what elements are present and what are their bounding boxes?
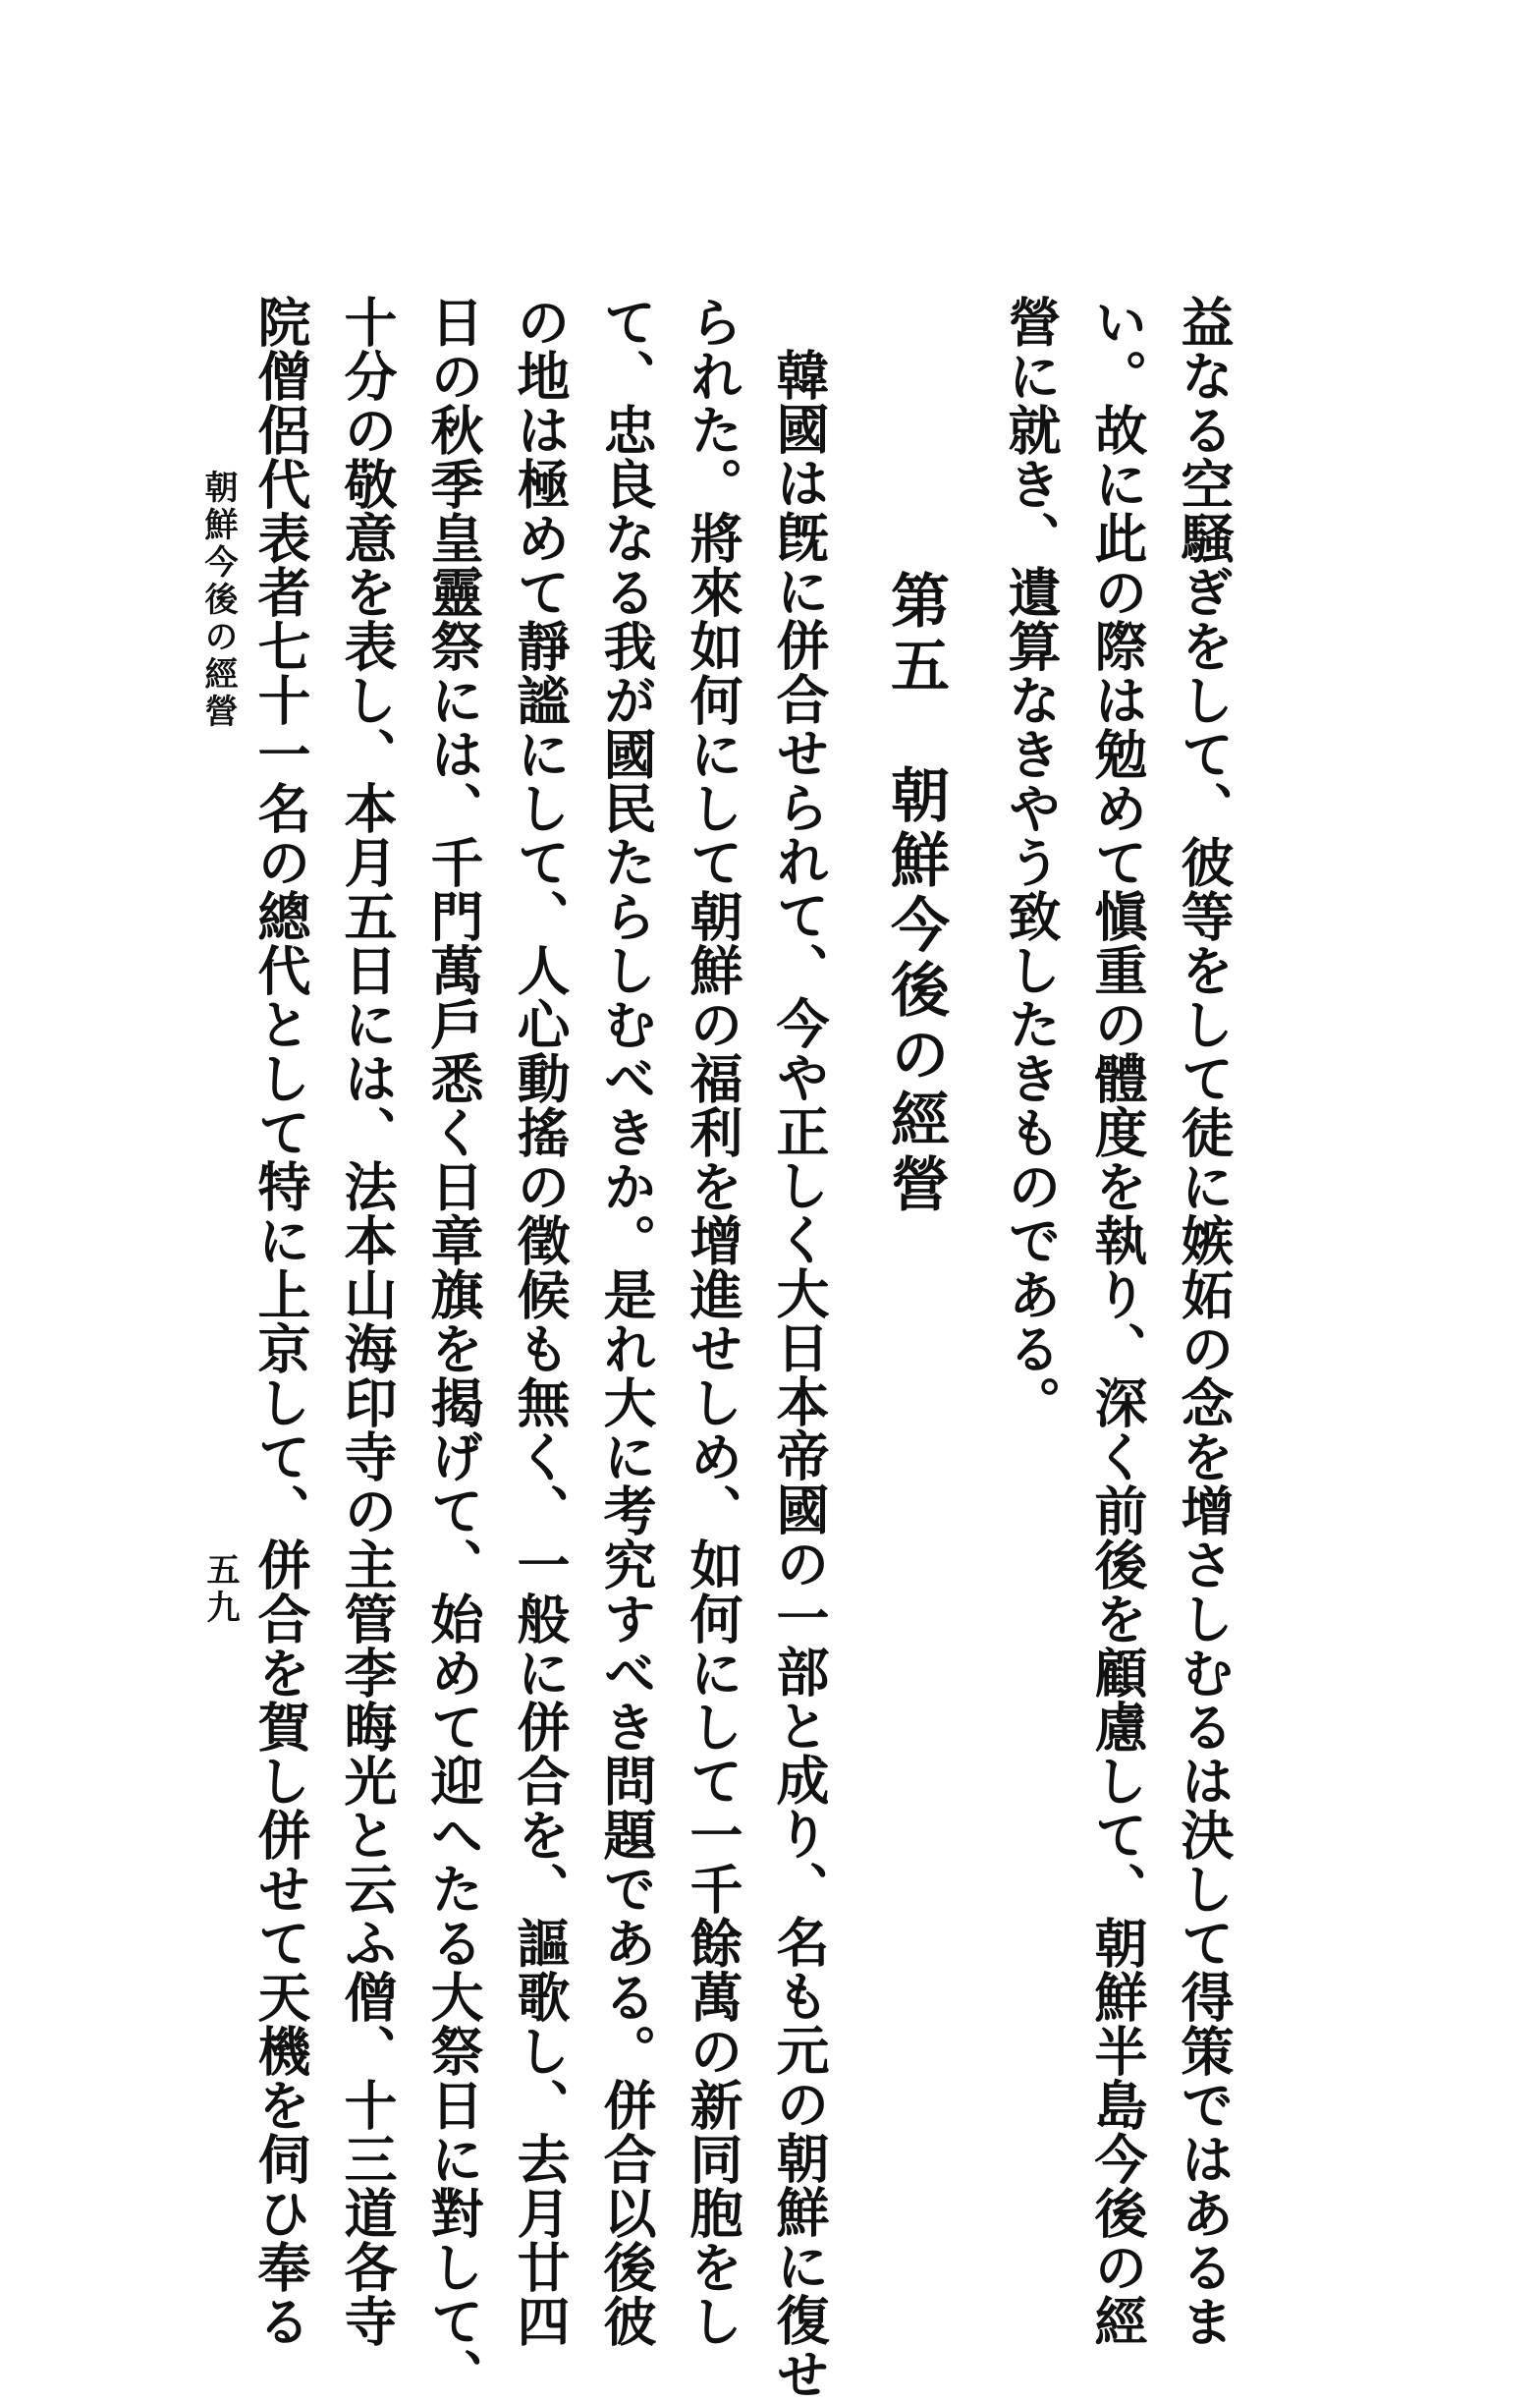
text-column: 益なる空騒ぎをして、彼等をして徒に嫉妬の念を增さしむるは決して得策ではあるま bbox=[1173, 295, 1236, 2348]
text-column: られた。將來如何にして朝鮮の福利を增進せしめ、如何にして一千餘萬の新同胞をし bbox=[682, 295, 744, 2348]
vertical-text-body bbox=[249, 295, 1247, 2402]
text-column: 營に就き、遺算なきやう致したきものである。 bbox=[1000, 295, 1063, 1429]
text-column: 日の秋季皇靈祭には、千門萬戶悉く日章旗を揭げて、始めて迎へたる大祭日に對して、 bbox=[422, 295, 485, 2402]
text-column: 韓國は旣に併合せられて、今や正しく大日本帝國の一部と成り、名も元の朝鮮に復せ bbox=[768, 348, 831, 2401]
text-column: 十分の敬意を表し、本月五日には、法本山海印寺の主管李晦光と云ふ僧、十三道各寺 bbox=[336, 295, 399, 2348]
running-head: 朝鮮今後の經營 bbox=[198, 470, 238, 731]
text-column: の地は極めて靜謐にして、人心動搖の徵候も無く、一般に併合を、謳歌し、去月廿四 bbox=[509, 295, 572, 2348]
text-column: て、忠良なる我が國民たらしむべきか。是れ大に考究すべき問題である。併合以後彼 bbox=[595, 295, 658, 2348]
page-number: 五九 bbox=[200, 1552, 240, 1627]
section-heading: 第五 朝鮮今後の經營 bbox=[881, 570, 950, 1218]
text-column: い。故に此の際は勉めて愼重の體度を執り、深く前後を顧慮して、朝鮮半島今後の經 bbox=[1086, 295, 1149, 2348]
text-column: 院僧侶代表者七十一名の總代として特に上京して、併合を賀し併せて天機を伺ひ奉る bbox=[249, 295, 312, 2348]
